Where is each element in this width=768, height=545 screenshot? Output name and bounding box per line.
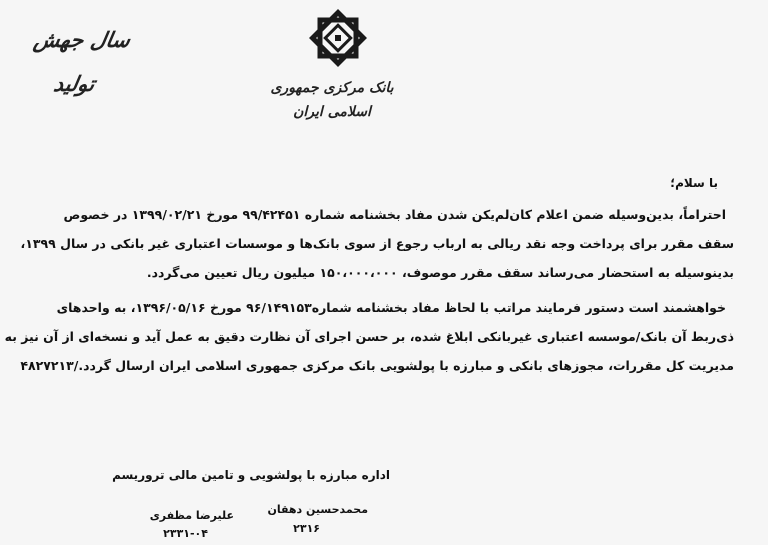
letter-body [4,200,734,380]
paragraph-line: احتراماً، بدین‌وسیله ضمن اعلام کان‌لم‌یکن شدن مفاد بخشنامه شماره ۹۹/۴۲۴۵۱ مورخ ۱۳۹۹/۰۲/۲۱ در خصوص [63,207,726,222]
signature-department: اداره مبارزه با پولشویی و تامین مالی تروریسم [112,468,390,482]
paragraph-line: مدیریت کل مقررات، مجوزهای بانکی و مبارزه با پولشویی بانک مرکزی جمهوری اسلامی ایران ارسال گردد./۴۸۲۷۲۱۳ [20,358,734,373]
paragraph-announcement [22,200,734,287]
paragraph-line: خواهشمند است دستور فرمایند مراتب با لحاظ مفاد بخشنامه شماره۹۶/۱۴۹۱۵۳ مورخ ۱۳۹۶/۰۵/۱۶، به واحدهای [56,300,726,315]
greeting: با سلام؛ [670,176,718,190]
central-bank-emblem-icon [305,6,371,70]
signer-code: ۲۳۳۱-۰۴ [163,527,208,540]
signer-code: ۲۳۱۶ [293,522,320,535]
signer-name: علیرضا مظفری [149,509,234,522]
paragraph-line: ذی‌ربط آن بانک/موسسه اعتباری غیربانکی ابلاغ شده، بر حسن اجرای آن نظارت دقیق به عمل آید و نسخه‌ای از آن نیز به [4,329,734,344]
signer-name: محمدحسین دهقان [267,503,368,516]
bank-name: بانک مرکزی جمهوری اسلامی ایران [270,80,394,120]
paragraph-line: سقف مقرر برای پرداخت وجه نقد ریالی به ارباب رجوع از سوی بانک‌ها و موسسات اعتباری غیر بانکی در سال ۱۳۹۹، [20,236,734,251]
paragraph-request [4,293,734,380]
paragraph-line: بدینوسیله به استحضار می‌رساند سقف مقرر موصوف، ۱۵۰،۰۰۰،۰۰۰ میلیون ریال تعیین می‌گردد. [146,265,734,280]
year-slogan: سال جهش تولید [31,27,133,96]
